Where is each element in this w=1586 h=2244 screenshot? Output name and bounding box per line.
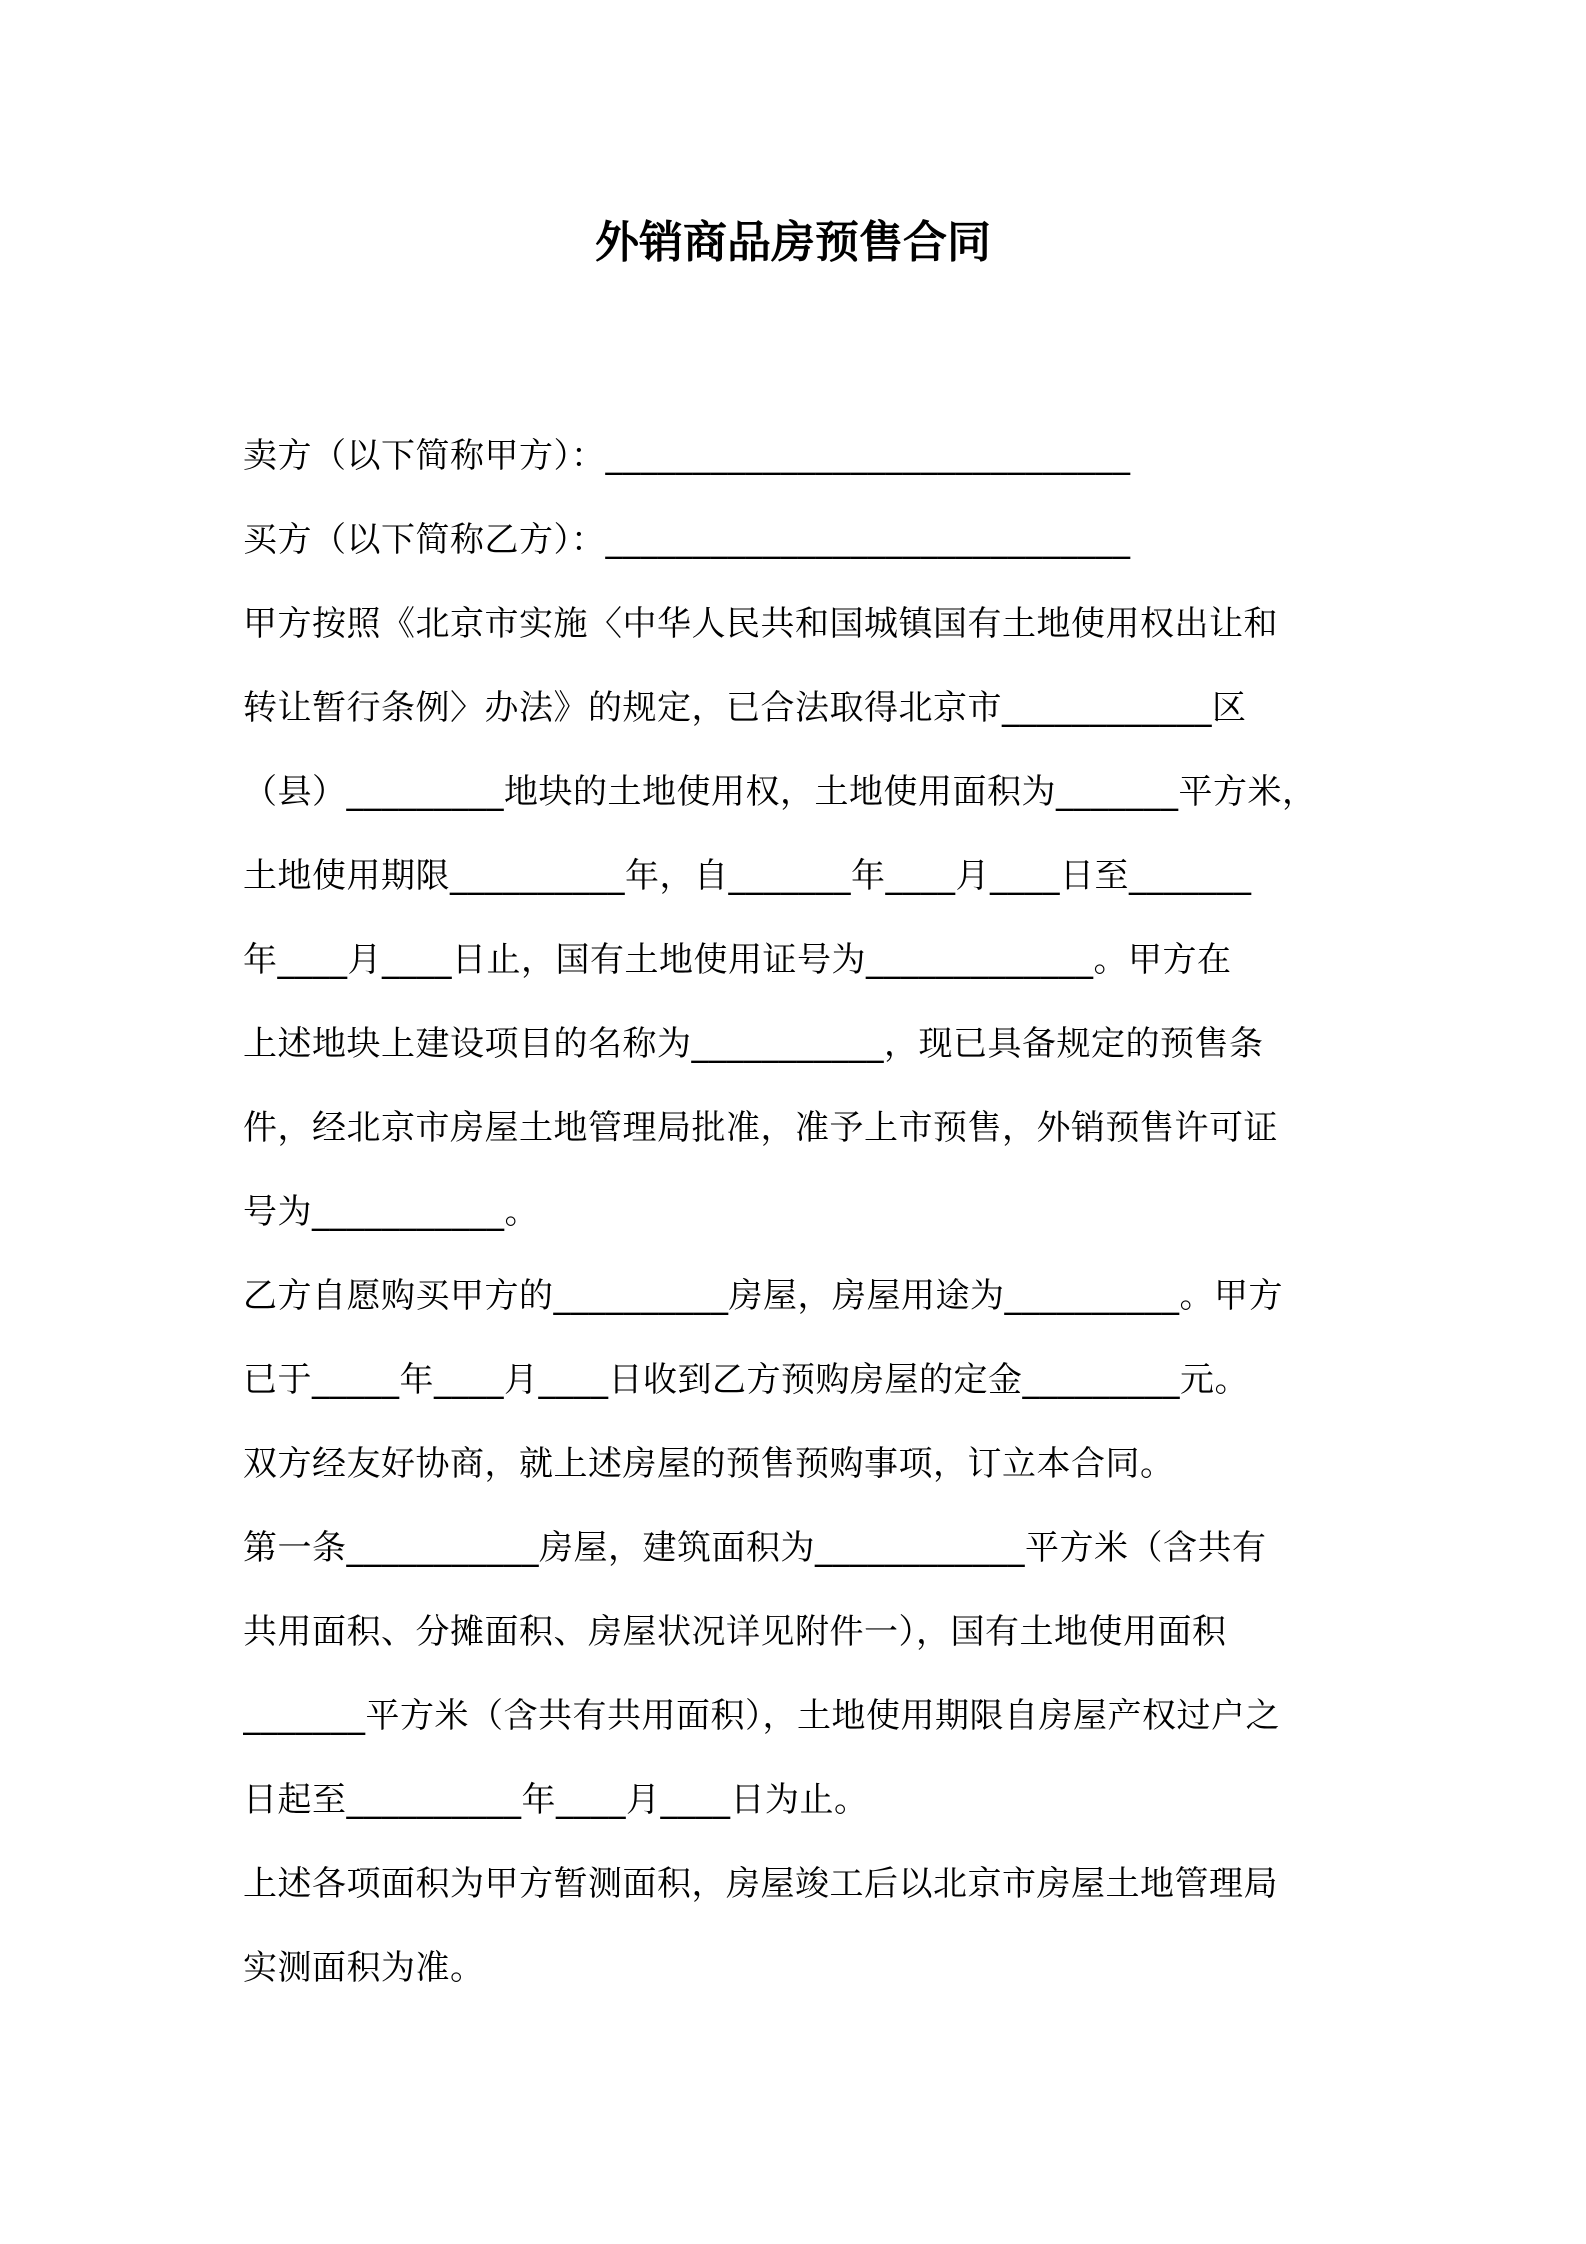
body-line: _______平方米（含共有共用面积），土地使用期限自房屋产权过户之	[243, 1696, 1280, 1736]
body-line: 双方经友好协商，就上述房屋的预售预购事项，订立本合同。	[243, 1444, 1175, 1484]
body-line: 转让暂行条例〉办法》的规定，已合法取得北京市____________区	[243, 688, 1247, 728]
body-line: 上述地块上建设项目的名称为___________，现已具备规定的预售条	[243, 1024, 1264, 1064]
body-line: 日起至__________年____月____日为止。	[243, 1780, 869, 1820]
document-title: 外销商品房预售合同	[595, 217, 991, 268]
seller-line: 卖方（以下简称甲方）：______________________________	[243, 436, 1131, 476]
article-one-line: 第一条___________房屋，建筑面积为____________平方米（含共有	[243, 1528, 1267, 1568]
body-line: 乙方自愿购买甲方的__________房屋，房屋用途为__________。甲方	[243, 1276, 1283, 1316]
body-line: 共用面积、分摊面积、房屋状况详见附件一），国有土地使用面积	[243, 1612, 1227, 1652]
buyer-line: 买方（以下简称乙方）：______________________________	[243, 520, 1131, 560]
body-line: 甲方按照《北京市实施〈中华人民共和国城镇国有土地使用权出让和	[243, 604, 1278, 644]
contract-body	[243, 414, 1355, 2010]
body-line: 件，经北京市房屋土地管理局批准，准予上市预售，外销预售许可证	[243, 1108, 1278, 1148]
body-line: 土地使用期限__________年，自_______年____月____日至_______	[243, 856, 1252, 896]
body-line: 上述各项面积为甲方暂测面积，房屋竣工后以北京市房屋土地管理局	[243, 1864, 1278, 1904]
body-line: 实测面积为准。	[243, 1948, 485, 1988]
body-line: 年____月____日止，国有土地使用证号为_____________。甲方在	[243, 940, 1232, 980]
body-line: 号为___________。	[243, 1192, 539, 1232]
body-line: （县）_________地块的土地使用权，土地使用面积为_______平方米，	[243, 772, 1317, 812]
body-line: 已于_____年____月____日收到乙方预购房屋的定金_________元。	[243, 1360, 1249, 1400]
